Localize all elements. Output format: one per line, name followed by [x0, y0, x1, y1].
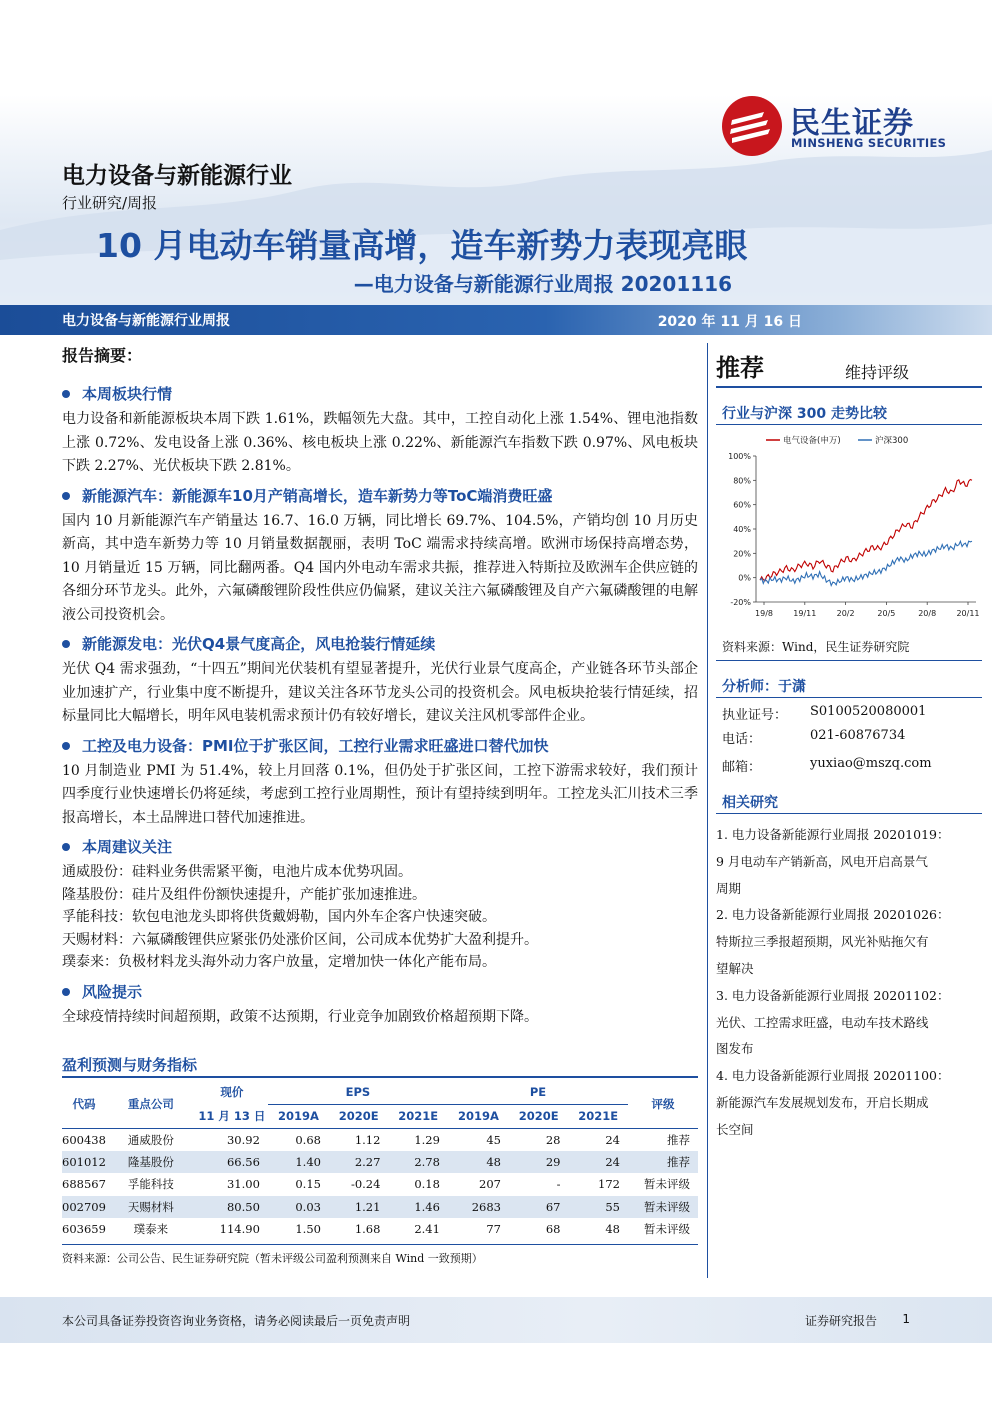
column-divider: [707, 343, 708, 1278]
related-line: 2. 电力设备新能源行业周报 20201026：: [716, 907, 950, 923]
related-line: 9 月电动车产销新高，风电开启高景气: [716, 853, 928, 869]
header-code: 代码: [62, 1080, 106, 1128]
abstract-title: 报告摘要：: [62, 346, 143, 365]
table-source: 资料来源：公司公告、民生证券研究院（暂未评级公司盈利预测来自 Wind 一致预期）: [62, 1252, 483, 1265]
related-line: 周期: [716, 880, 742, 896]
company-logo: [722, 96, 952, 156]
footer-report-label: 证券研究报告: [804, 1314, 877, 1328]
logo-text-en: MINSHENG SECURITIES: [791, 136, 947, 150]
analyst-phone: 电话： 021-60876734: [722, 728, 906, 747]
related-line: 1. 电力设备新能源行业周报 20201019：: [716, 827, 950, 842]
page-number: 1: [902, 1312, 910, 1326]
x-tick-label: 20/8: [918, 609, 937, 618]
chart-title-rule: [716, 424, 982, 425]
focus-line: 通威股份：硅料业务供需紧平衡，电池片成本优势巩固。: [62, 864, 412, 880]
related-line: 光伏、工控需求旺盛，电动车技术路线: [716, 1014, 929, 1030]
focus-line: 天赐材料：六氟磷酸锂供应紧张仍处涨价区间，公司成本优势扩大盈利提升。: [62, 931, 538, 948]
related-rule: [716, 813, 982, 814]
x-tick-label: 20/5: [877, 609, 896, 618]
x-tick-label: 19/8: [755, 609, 773, 618]
table-row: 601012 隆基股份 66.56 1.40 2.27 2.78 48 29 24 推荐: [62, 1151, 698, 1174]
section-text: 电力设备和新能源板块本周下跌 1.61%，跌幅领先大盘。其中，工控自动化上涨 1.54%、锂电池指数上涨 0.72%、发电设备上涨 0.36%、核电板块上涨 0.22%、新能源汽车指数下跌 0.97%、风电板块下跌 2.27%、光伏板块下跌 2.81%。: [62, 411, 698, 474]
y-tick-label: 40%: [733, 525, 751, 534]
related-line: 望解决: [716, 960, 754, 976]
y-tick-label: 20%: [733, 549, 751, 559]
related-line: 4. 电力设备新能源行业周报 20201100：: [716, 1068, 950, 1084]
focus-line: 孚能科技：软包电池龙头即将供货戴姆勒，国内外车企客户快速突破。: [62, 909, 496, 925]
focus-line: 隆基股份：硅片及组件份额快速提升，产能扩张加速推进。: [62, 886, 426, 903]
header-year: 2021E: [388, 1104, 447, 1128]
analyst-rule: [716, 697, 982, 698]
bullet-icon: [62, 640, 70, 648]
section-heading: 工控及电力设备：PMI位于扩张区间，工控行业需求旺盛进口替代加快: [62, 732, 698, 760]
bullet-icon: [62, 843, 70, 851]
x-tick-label: 20/11: [956, 609, 980, 618]
y-tick-label: -20%: [730, 598, 751, 607]
table-title: 盈利预测与财务指标: [62, 1056, 198, 1074]
section-heading: 新能源汽车：新能源车10月产销高增长，造车新势力等ToC端消费旺盛: [62, 482, 698, 510]
section-heading: 新能源发电：光伏Q4景气度高企，风电抢装行情延续: [62, 630, 698, 658]
legend-label: 沪深300: [875, 436, 909, 446]
related-line: 图发布: [716, 1041, 754, 1057]
chart-source: 资料来源：Wind，民生证券研究院: [722, 640, 910, 654]
financial-table: [62, 1080, 698, 1241]
bullet-icon: [62, 742, 70, 750]
y-tick-label: 100%: [728, 452, 751, 461]
header-price-date: 11 月 13 日: [196, 1104, 268, 1128]
analyst-license: 执业证号： S0100520080001: [722, 704, 927, 723]
header-year: 2020E: [509, 1104, 568, 1128]
source-rule: [716, 660, 982, 661]
y-tick-label: 0%: [738, 573, 751, 583]
chart-title: 行业与沪深 300 走势比较: [722, 406, 887, 422]
bar-report-name: 电力设备与新能源行业周报: [62, 313, 230, 329]
related-line: 长空间: [716, 1121, 754, 1137]
y-tick-label: 60%: [733, 500, 751, 510]
x-tick-label: 19/11: [793, 609, 817, 618]
focus-line: 璞泰来：负极材料龙头海外动力客户放量，定增加快一体化产能布局。: [62, 954, 496, 970]
header-company: 重点公司: [106, 1080, 196, 1128]
y-tick-label: 80%: [733, 476, 751, 486]
table-row: 688567 孚能科技 31.00 0.15 -0.24 0.18 207 - 172 暂未评级: [62, 1177, 690, 1192]
report-subtitle: —电力设备与新能源行业周报 20201116: [353, 272, 732, 296]
header-year: 2019A: [268, 1104, 329, 1128]
section-text: 光伏 Q4 需求强劲，“十四五”期间光伏装机有望显著提升，光伏行业景气度高企，产业链各环节头部企业加速扩产，行业集中度不断提升，建议关注各环节龙头公司的投资机会。风电板块抢装行情延续，招标量同比大幅增长，明年风电装机需求预计仍有较好增长，建议关注风机零部件企业。: [62, 661, 698, 724]
footer-disclaimer: 本公司具备证券投资咨询业务资格，请务必阅读最后一页免责声明: [62, 1314, 411, 1328]
section-heading: 本周建议关注: [62, 833, 698, 861]
x-tick-label: 20/2: [836, 609, 855, 618]
header-eps: EPS: [268, 1080, 448, 1104]
section-text: 国内 10 月新能源汽车产销量达 16.7、16.0 万辆，同比增长 69.7%、104.5%，产销均创 10 月历史新高，其中造车新势力等 10 月销量数据靓丽，表明 ToC 端需求持续高增。欧洲市场保持高增态势，10 月销量近 15 万辆，同比翻两番。Q4 国内外电动车需求共振，推荐进入特斯拉及欧洲车企供应链的各细分环节龙头。此外，六氟磷酸锂阶段性供应仍偏紧，建议关注六氟磷酸锂及自产六氟磷酸锂的电解液公司投资机会。: [62, 512, 698, 623]
legend-label: 电气设备(申万): [783, 436, 841, 446]
recommend-label: 推荐: [716, 354, 764, 382]
table-row: 002709 天赐材料 80.50 0.03 1.21 1.46 2683 67 55 暂未评级: [62, 1196, 698, 1219]
logo-mark-icon: [722, 96, 782, 156]
analyst-email[interactable]: 邮箱： yuxiao@mszq.com: [722, 756, 932, 775]
series-line-industry: [760, 480, 972, 581]
related-line: 新能源汽车发展规划发布，开启长期成: [716, 1094, 929, 1110]
header-pe: PE: [448, 1080, 628, 1104]
header-rating: 评级: [628, 1080, 698, 1128]
header-price: 现价: [220, 1085, 244, 1099]
table-row: 603659 璞泰来 114.90 1.50 1.68 2.41 77 68 48 暂未评级: [62, 1222, 690, 1237]
table-row: 600438 通威股份 30.92 0.68 1.12 1.29 45 28 24 推荐: [62, 1132, 690, 1147]
title-bar: [0, 305, 992, 335]
related-heading: 相关研究: [722, 795, 778, 811]
rating-label: 维持评级: [845, 363, 910, 382]
logo-text-cn: 民生证券: [790, 106, 914, 141]
related-line: 3. 电力设备新能源行业周报 20201102：: [716, 987, 950, 1003]
report-type: 行业研究/周报: [62, 194, 158, 212]
header-year: 2019A: [448, 1104, 509, 1128]
table-bottom-rule: [62, 1244, 698, 1245]
section-heading: 本周板块行情: [62, 380, 698, 408]
header-year: 2021E: [568, 1104, 628, 1128]
header-year: 2020E: [329, 1104, 388, 1128]
bullet-icon: [62, 492, 70, 500]
section-text: 10 月制造业 PMI 为 51.4%，较上月回落 0.1%，但仍处于扩张区间，工控下游需求较好，我们预计四季度行业快速增长仍将延续，考虑到工控行业周期性，预计有望持续到明年。工控龙头汇川技术三季报高增长，本土品牌进口替代加速推进。: [62, 762, 698, 826]
bullet-icon: [62, 390, 70, 398]
section-heading: 风险提示: [62, 978, 698, 1006]
page-footer: [0, 1297, 992, 1343]
report-date: 2020 年 11 月 16 日: [657, 314, 802, 330]
analyst-heading: 分析师：于潇: [722, 679, 806, 695]
industry-name: 电力设备与新能源行业: [62, 163, 292, 189]
risk-text: 全球疫情持续时间超预期，政策不达预期，行业竞争加剧致价格超预期下降。: [62, 1008, 538, 1025]
report-title: 10 月电动车销量高增，造车新势力表现亮眼: [96, 226, 748, 265]
table-top-rule: [62, 1076, 698, 1078]
bullet-icon: [62, 988, 70, 996]
abstract-column: [62, 343, 698, 1032]
trend-chart: [716, 428, 982, 628]
related-research-list: [716, 822, 982, 1144]
related-line: 特斯拉三季报超预期，风光补贴拖欠有: [716, 934, 929, 950]
rating-rule: [716, 386, 982, 388]
